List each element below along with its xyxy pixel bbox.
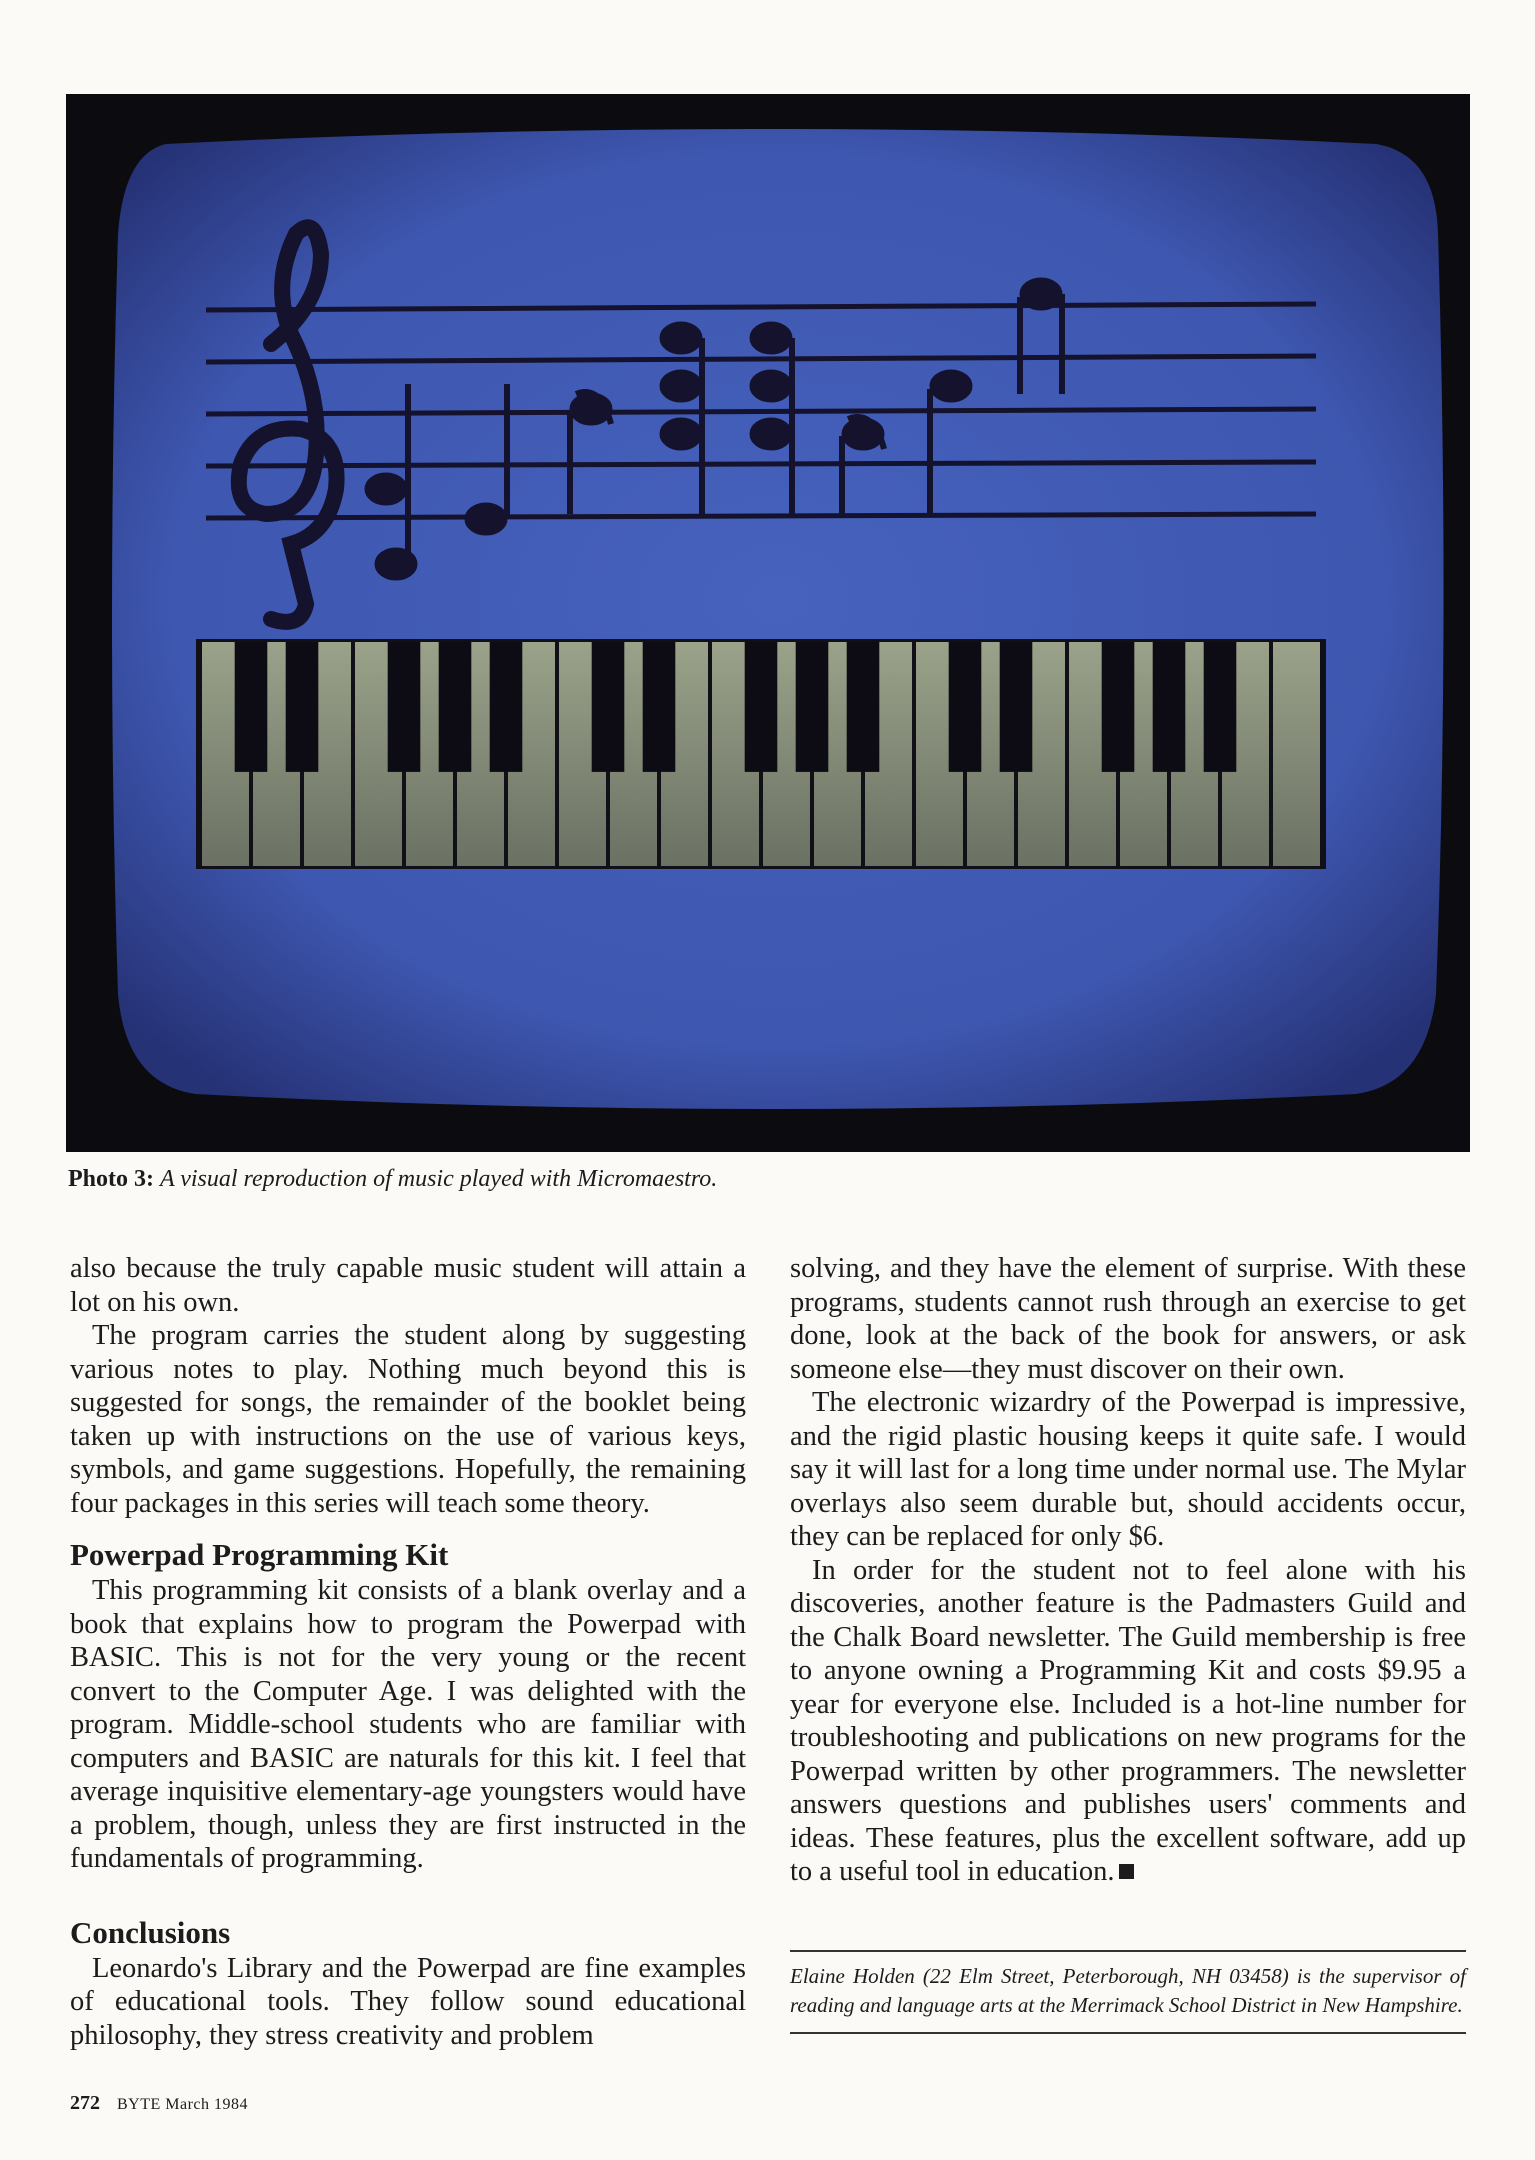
paragraph-text: In order for the student not to feel alone with his discoveries, another feature is the Padmasters Guild and the Chalk Board newsletter. The Guild membership is free to anyone owning a Programming Kit and costs $9.95 a year for everyone else. Included is a hot-line number for troubleshooting and publications on new programs for the Powerpad written by other programmers. The newsletter answers questions and publishes users' comments and ideas. These features, plus the excellent software, add up to a useful tool in education. bbox=[790, 1554, 1466, 1887]
photo-micromaestro-screen bbox=[66, 94, 1470, 1152]
paragraph: This programming kit consists of a blank overlay and a book that explains how to program the Powerpad with BASIC. This is not for the very young or the recent convert to the Computer Age. I was delighted with the program. Middle-school students who are familiar with computers and BASIC are naturals for this kit. I feel that average inquisitive elementary-age youngsters would have a problem, though, unless they are first instructed in the fundamentals of programming. bbox=[70, 1575, 746, 1874]
black-key bbox=[1204, 642, 1237, 772]
black-key bbox=[1000, 642, 1033, 772]
black-key bbox=[592, 642, 625, 772]
black-key bbox=[796, 642, 829, 772]
black-key bbox=[490, 642, 523, 772]
paragraph-final bbox=[790, 1554, 1466, 1889]
black-key bbox=[439, 642, 472, 772]
black-key bbox=[949, 642, 982, 772]
black-key bbox=[1102, 642, 1135, 772]
paragraph: solving, and they have the element of surprise. With these programs, students cannot rush through an exercise to get done, look at the back of the book for answers, or ask someone else—they must discover on their own. bbox=[790, 1253, 1466, 1385]
black-key bbox=[235, 642, 268, 772]
section-heading-powerpad-programming-kit: Powerpad Programming Kit bbox=[70, 1537, 449, 1572]
white-key bbox=[1273, 642, 1320, 866]
figure-caption bbox=[68, 1164, 1468, 1194]
black-key bbox=[847, 642, 880, 772]
magazine-issue: BYTE March 1984 bbox=[117, 2096, 249, 2113]
paragraph: The program carries the student along by suggesting various notes to play. Nothing much beyond this is suggested for songs, the remainder of the booklet being taken up with instructions on the use of various keys, symbols, and game suggestions. Hopefully, the remaining four packages in this series will teach some theory. bbox=[70, 1320, 746, 1519]
caption-text: A visual reproduction of music played with Micromaestro. bbox=[160, 1166, 718, 1192]
black-key bbox=[286, 642, 319, 772]
paragraph: The electronic wizardry of the Powerpad is impressive, and the rigid plastic housing keeps it quite safe. I would say it will last for a long time under normal use. The Mylar overlays also seem durable but, should accidents occur, they can be replaced for only $6. bbox=[790, 1387, 1466, 1552]
section-heading-conclusions: Conclusions bbox=[70, 1914, 231, 1950]
right-column bbox=[790, 1252, 1466, 1889]
page-footer bbox=[70, 2092, 248, 2115]
paragraph: Leonardo's Library and the Powerpad are fine examples of educational tools. They follow sound educational philosophy, they stress creativity and problem bbox=[70, 1952, 746, 2051]
left-column bbox=[70, 1252, 746, 2052]
end-mark-icon bbox=[1119, 1864, 1134, 1879]
paragraph: also because the truly capable music student will attain a lot on his own. bbox=[70, 1253, 746, 1318]
black-key bbox=[745, 642, 778, 772]
author-bio: Elaine Holden (22 Elm Street, Peterborough, NH 03458) is the supervisor of reading and language arts at the Merrimack School District in New Hampshire. bbox=[790, 1950, 1466, 2034]
page-number: 272 bbox=[70, 2092, 100, 2114]
black-key bbox=[643, 642, 676, 772]
caption-label: Photo 3: bbox=[68, 1166, 154, 1192]
music-screen-illustration bbox=[66, 94, 1470, 1152]
black-key bbox=[388, 642, 421, 772]
piano-keyboard bbox=[196, 639, 1326, 869]
black-key bbox=[1153, 642, 1186, 772]
